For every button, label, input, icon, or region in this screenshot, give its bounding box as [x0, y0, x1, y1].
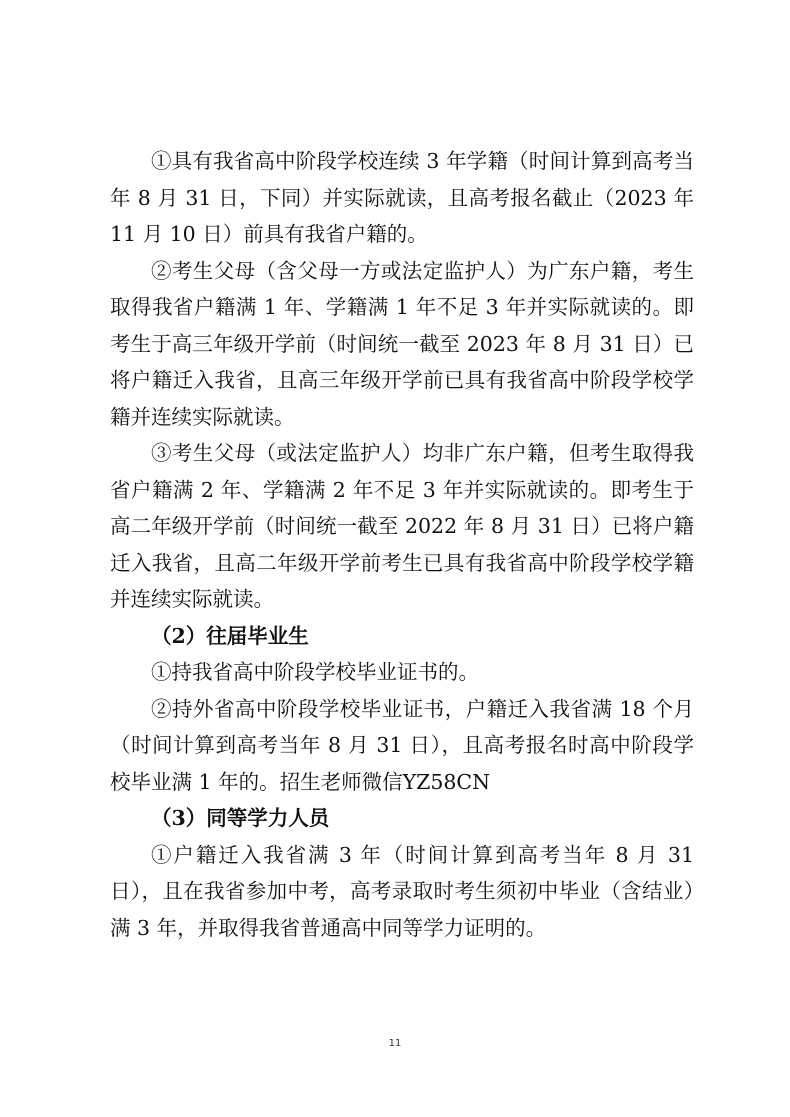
paragraph-1: ①具有我省高中阶段学校连续 3 年学籍（时间计算到高考当年 8 月 31 日，下同）并实际就读，且高考报名截止（2023 年 11 月 10 日）前具有我省户籍的。	[110, 149, 694, 246]
page-number: 11	[388, 1038, 402, 1049]
paragraph-3: ③考生父母（或法定监护人）均非广东户籍，但考生取得我省户籍满 2 年、学籍满 2 年不足 3 年并实际就读的。即考生于高二年级开学前（时间统一截至 2022 年 8 月 31 日）已将户籍迁入我省，且高二年级开学前考生已具有我省高中阶段学校学籍并连续实际就读。	[110, 441, 694, 611]
page-body	[110, 143, 694, 946]
paragraph-4: ①持我省高中阶段学校毕业证书的。	[151, 660, 479, 684]
section-heading-equivalent: （3）同等学力人员	[151, 806, 330, 830]
section-heading-graduates: （2）往届毕业生	[151, 623, 309, 648]
paragraph-5: ②持外省高中阶段学校毕业证书，户籍迁入我省满 18 个月（时间计算到高考当年 8 月 31 日），且高考报名时高中阶段学校毕业满 1 年的。招生老师微信YZ58CN	[110, 696, 694, 794]
paragraph-6: ①户籍迁入我省满 3 年（时间计算到高考当年 8 月 31 日），且在我省参加中考，高考录取时考生须初中毕业（含结业）满 3 年，并取得我省普通高中同等学力证明的。	[110, 842, 694, 940]
paragraph-2: ②考生父母（含父母一方或法定监护人）为广东户籍，考生取得我省户籍满 1 年、学籍满 1 年不足 3 年并实际就读的。即考生于高三年级开学前（时间统一截至 2023 年 8 月 31 日）已将户籍迁入我省，且高三年级开学前已具有我省高中阶段学校学籍并连续实际就读。	[110, 258, 694, 429]
